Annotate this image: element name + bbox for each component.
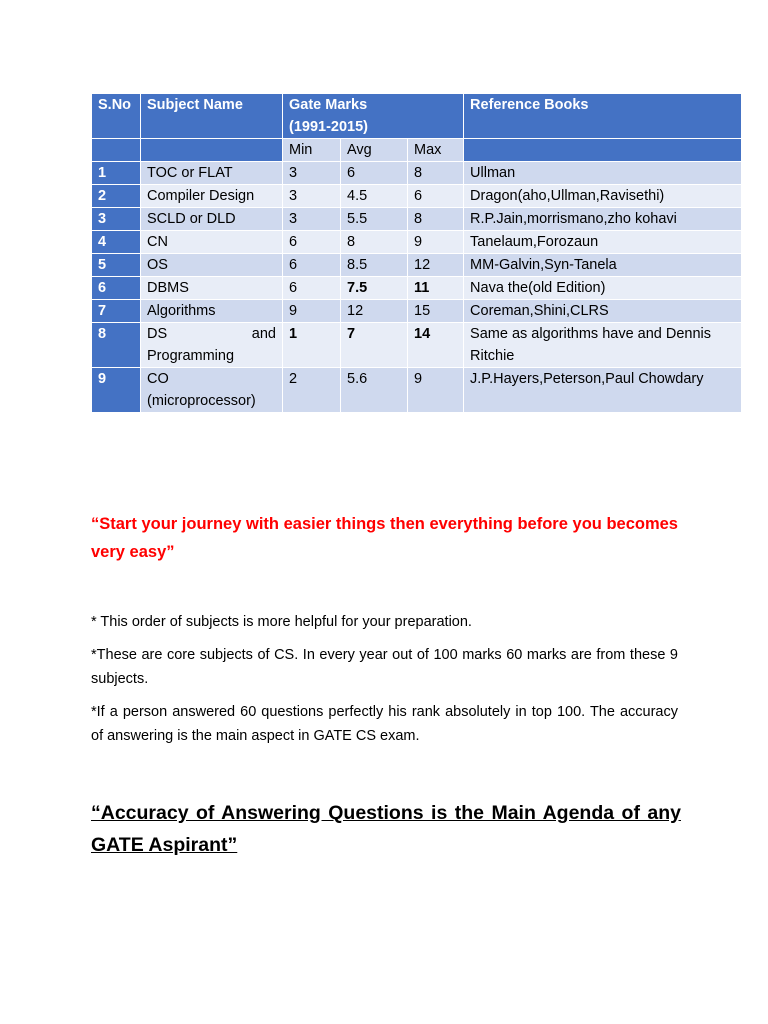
table-header-row	[92, 94, 742, 139]
row-sno: 3	[92, 208, 141, 231]
row-subject	[141, 323, 283, 368]
row-subject-line-1	[147, 323, 276, 345]
row-min: 3	[283, 185, 341, 208]
row-subject: SCLD or DLD	[141, 208, 283, 231]
row-subject: OS	[141, 254, 283, 277]
row-reference: Tanelaum,Forozaun	[464, 231, 742, 254]
row-subject-part: DS	[147, 326, 168, 342]
row-subject: CN	[141, 231, 283, 254]
note-paragraph: *These are core subjects of CS. In every year out of 100 marks 60 marks are from these 9 subjects.	[91, 647, 678, 687]
row-avg: 5.5	[341, 208, 408, 231]
row-min: 3	[283, 162, 341, 185]
header-subject: Subject Name	[141, 94, 283, 139]
table-subheader-row	[92, 139, 742, 162]
row-max: 14	[408, 323, 464, 368]
row-sno: 7	[92, 300, 141, 323]
row-reference: J.P.Hayers,Peterson,Paul Chowdary	[464, 368, 742, 413]
gate-marks-table	[91, 93, 742, 413]
row-max: 11	[408, 277, 464, 300]
row-avg: 7	[341, 323, 408, 368]
row-sno: 8	[92, 323, 141, 368]
row-avg: 4.5	[341, 185, 408, 208]
row-avg: 8.5	[341, 254, 408, 277]
row-reference: Ullman	[464, 162, 742, 185]
row-sno: 5	[92, 254, 141, 277]
row-subject: TOC or FLAT	[141, 162, 283, 185]
row-reference: R.P.Jain,morrismano,zho kohavi	[464, 208, 742, 231]
header-gate-marks-years: (1991-2015)	[289, 119, 368, 135]
row-subject	[141, 368, 283, 413]
row-min: 2	[283, 368, 341, 413]
row-subject-line-1: CO	[147, 371, 169, 387]
row-min: 6	[283, 277, 341, 300]
row-max: 9	[408, 368, 464, 413]
row-min: 6	[283, 254, 341, 277]
table-row	[92, 368, 742, 413]
row-max: 8	[408, 162, 464, 185]
row-reference: Nava the(old Edition)	[464, 277, 742, 300]
row-avg: 5.6	[341, 368, 408, 413]
row-min: 6	[283, 231, 341, 254]
note-paragraph: * This order of subjects is more helpful for your preparation.	[91, 614, 472, 630]
row-reference: Dragon(aho,Ullman,Ravisethi)	[464, 185, 742, 208]
row-avg: 7.5	[341, 277, 408, 300]
header-reference: Reference Books	[464, 94, 742, 139]
header-sno: S.No	[92, 94, 141, 139]
header-avg: Avg	[341, 139, 408, 162]
table-row	[92, 323, 742, 368]
row-max: 8	[408, 208, 464, 231]
row-reference: Coreman,Shini,CLRS	[464, 300, 742, 323]
motivational-quote: “Start your journey with easier things then everything before you becomes very easy”	[91, 515, 678, 561]
row-subject: DBMS	[141, 277, 283, 300]
table-row	[92, 277, 742, 300]
row-reference-line-2: Ritchie	[470, 348, 515, 364]
row-max: 15	[408, 300, 464, 323]
table-row	[92, 254, 742, 277]
row-subject: Algorithms	[141, 300, 283, 323]
header-gate-marks-label: Gate Marks	[289, 97, 368, 113]
row-max: 12	[408, 254, 464, 277]
row-sno: 4	[92, 231, 141, 254]
table-row	[92, 231, 742, 254]
row-subject: Compiler Design	[141, 185, 283, 208]
row-min: 1	[283, 323, 341, 368]
row-reference-line-1: Same as algorithms have and Dennis	[470, 326, 712, 342]
row-subject-part: and	[251, 326, 276, 342]
row-sno: 6	[92, 277, 141, 300]
row-subject-line-2: Programming	[147, 348, 235, 364]
row-sno: 1	[92, 162, 141, 185]
row-min: 9	[283, 300, 341, 323]
header-min: Min	[283, 139, 341, 162]
note-paragraph: *If a person answered 60 questions perfectly his rank absolutely in top 100. The accuracy of answering is the main aspect in GATE CS exam.	[91, 704, 678, 744]
table-row	[92, 185, 742, 208]
row-min: 3	[283, 208, 341, 231]
row-max: 9	[408, 231, 464, 254]
row-reference: MM-Galvin,Syn-Tanela	[464, 254, 742, 277]
row-avg: 6	[341, 162, 408, 185]
table-row	[92, 162, 742, 185]
table-row	[92, 300, 742, 323]
row-reference	[464, 323, 742, 368]
header-gate-marks	[283, 94, 464, 139]
row-avg: 8	[341, 231, 408, 254]
row-subject-line-2: (microprocessor)	[147, 393, 256, 409]
row-sno: 2	[92, 185, 141, 208]
header-max: Max	[408, 139, 464, 162]
row-max: 6	[408, 185, 464, 208]
agenda-quote: “Accuracy of Answering Questions is the Main Agenda of any GATE Aspirant”	[91, 802, 681, 856]
row-avg: 12	[341, 300, 408, 323]
row-sno: 9	[92, 368, 141, 413]
table-row	[92, 208, 742, 231]
